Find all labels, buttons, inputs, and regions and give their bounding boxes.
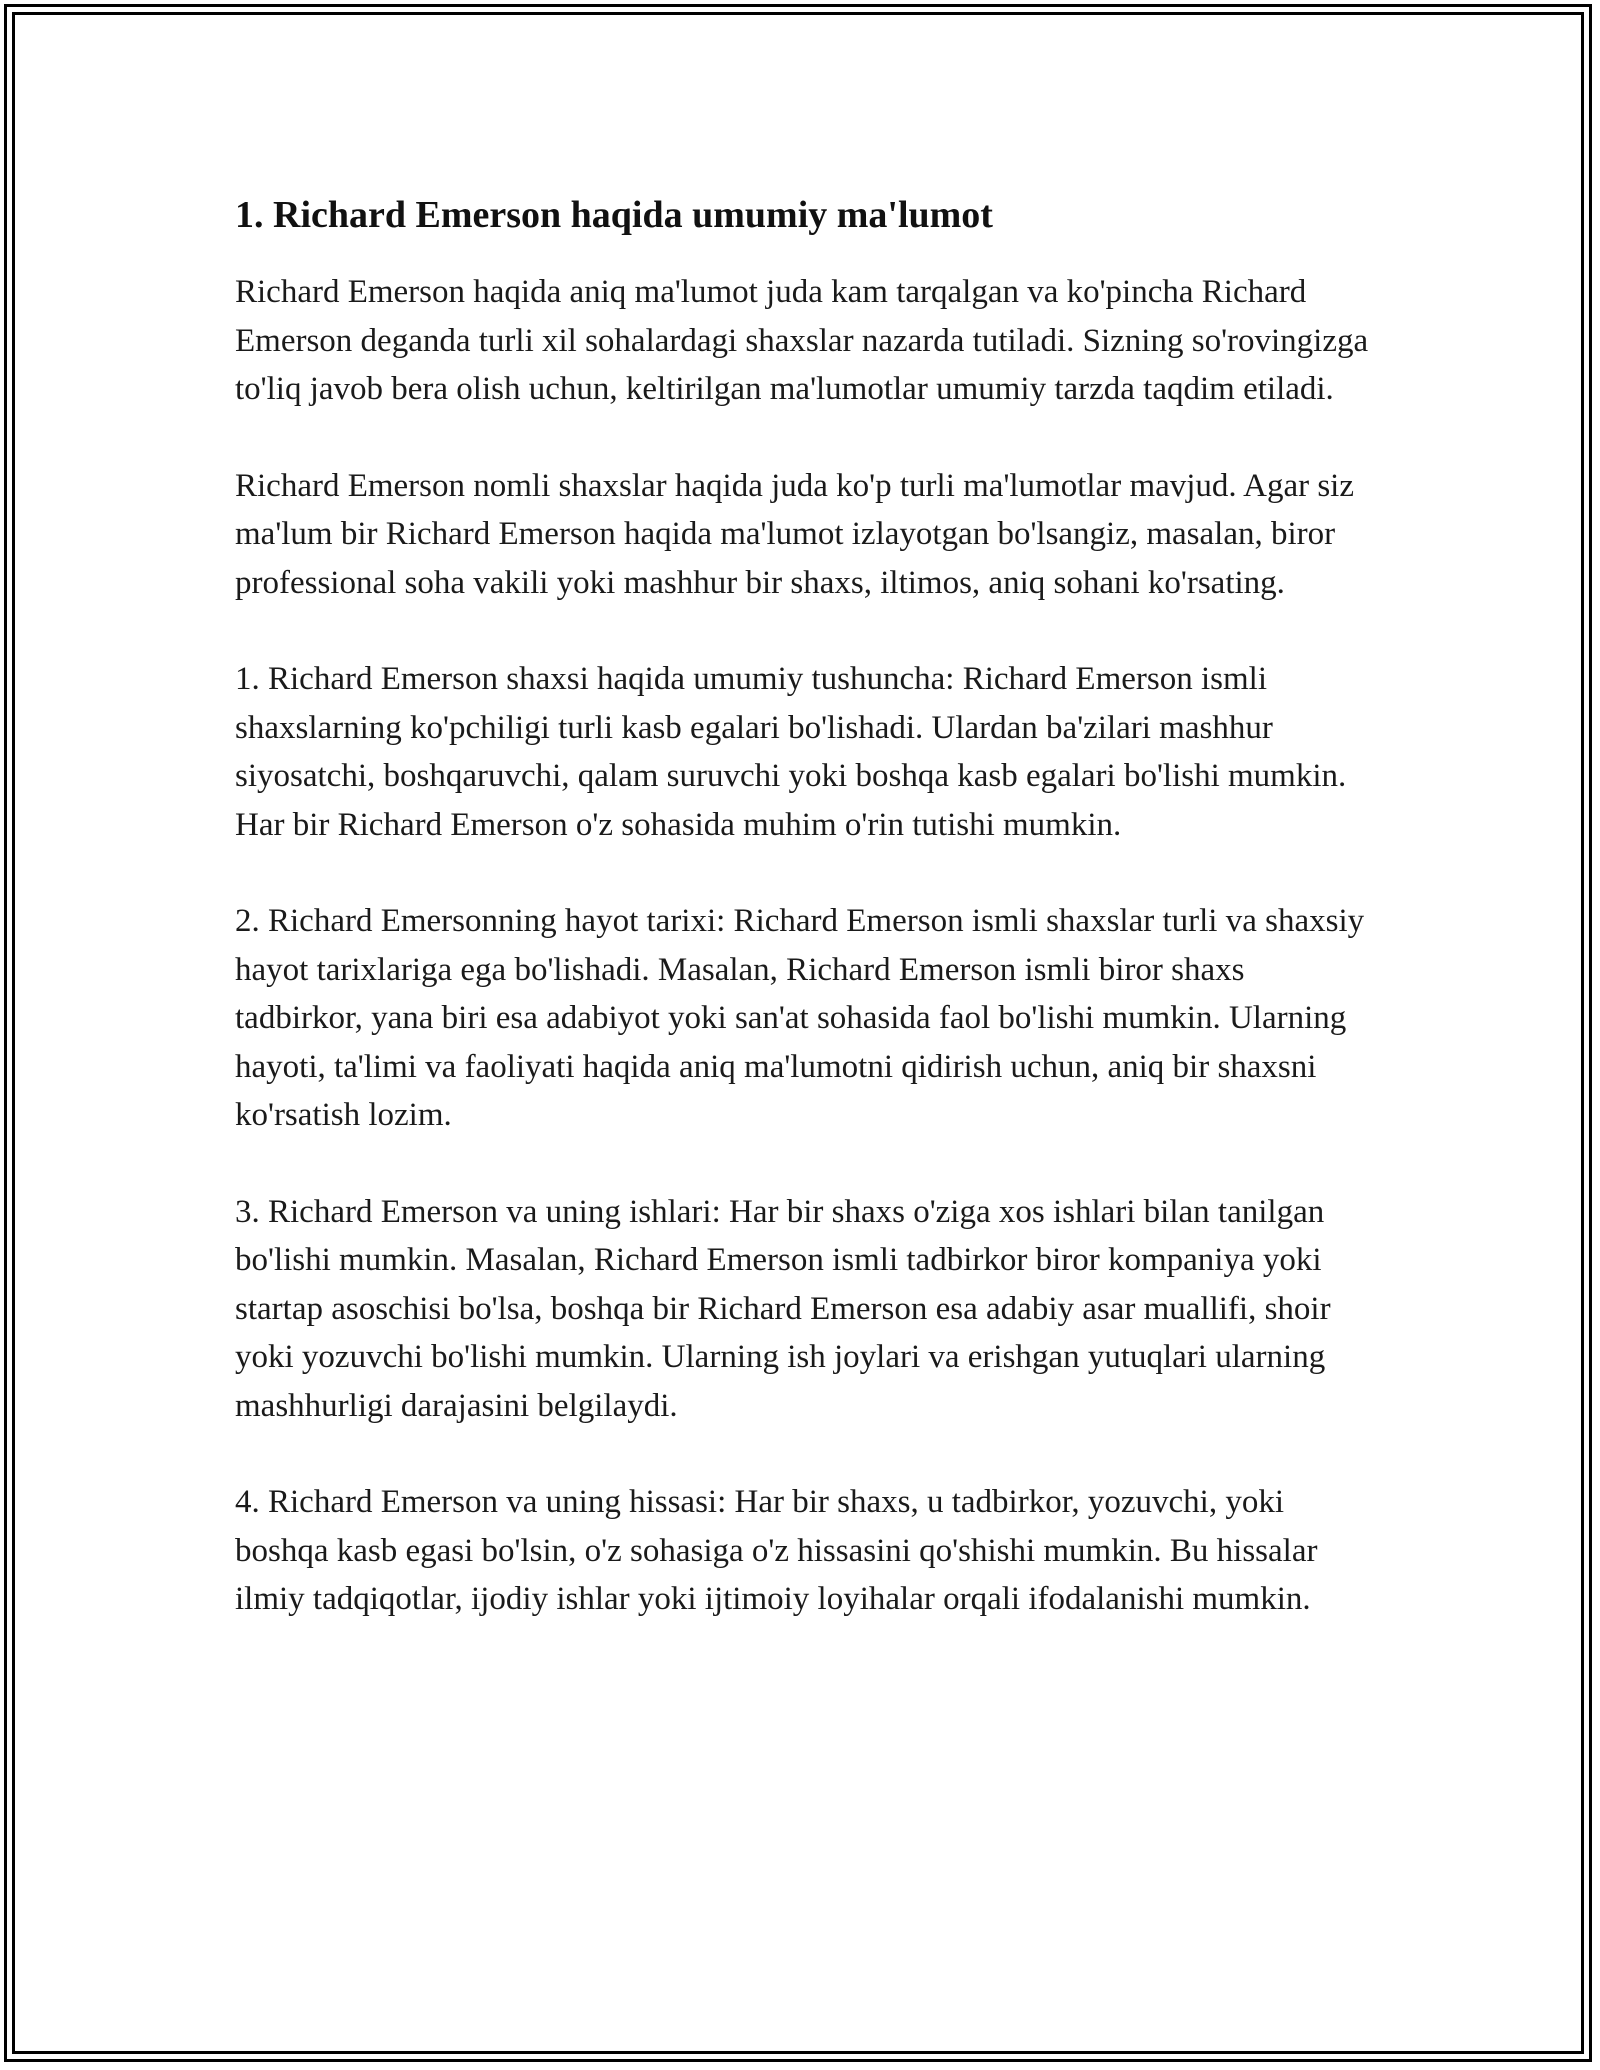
paragraph-point-1: 1. Richard Emerson shaxsi haqida umumiy tushuncha: Richard Emerson ismli shaxslarning ko'pchiligi turli kasb egalari bo'lishadi. Ulardan ba'zilari mashhur siyosatchi, boshqaruvchi, qalam suruvchi yoki boshqa kasb egalari bo'lishi mumkin. Har bir Richard Emerson o'z sohasida muhim o'rin tutishi mumkin.	[235, 661, 1347, 843]
section-heading: 1. Richard Emerson haqida umumiy ma'lumot	[235, 194, 993, 236]
paragraph-point-3: 3. Richard Emerson va uning ishlari: Har bir shaxs o'ziga xos ishlari bilan tanilgan bo'lishi mumkin. Masalan, Richard Emerson ismli tadbirkor biror kompaniya yoki startap asoschisi bo'lsa, boshqa bir Richard Emerson esa adabiy asar muallifi, shoir yoki yozuvchi bo'lishi mumkin. Ularning ish joylari va erishgan yutuqlari ularning mashhurligi darajasini belgilaydi.	[235, 1193, 1331, 1424]
paragraph-point-2: 2. Richard Emersonning hayot tarixi: Richard Emerson ismli shaxslar turli va shaxsiy hayot tarixlariga ega bo'lishadi. Masalan, Richard Emerson ismli biror shaxs tadbirkor, yana biri esa adabiyot yoki san'at sohasida faol bo'lishi mumkin. Ularning hayoti, ta'limi va faoliyati haqida aniq ma'lumotni qidirish uchun, aniq bir shaxsni ko'rsatish lozim.	[235, 903, 1365, 1133]
paragraph-point-4: 4. Richard Emerson va uning hissasi: Har bir shaxs, u tadbirkor, yozuvchi, yoki boshqa kasb egasi bo'lsin, o'z sohasiga o'z hissasini qo'shishi mumkin. Bu hissalar ilmiy tadqiqotlar, ijodiy ishlar yoki ijtimoiy loyihalar orqali ifodalanishi mumkin.	[235, 1484, 1318, 1617]
document-body	[235, 188, 1375, 1672]
paragraph-intro: Richard Emerson haqida aniq ma'lumot juda kam tarqalgan va ko'pincha Richard Emerson deganda turli xil sohalardagi shaxslar nazarda tutiladi. Sizning so'rovingizga to'liq javob bera olish uchun, keltirilgan ma'lumotlar umumiy tarzda taqdim etiladi.	[235, 274, 1369, 407]
paragraph-clarification: Richard Emerson nomli shaxslar haqida juda ko'p turli ma'lumotlar mavjud. Agar siz ma'lum bir Richard Emerson haqida ma'lumot izlayotgan bo'lsangiz, masalan, biror professional soha vakili yoki mashhur bir shaxs, iltimos, aniq sohani ko'rsating.	[235, 467, 1354, 601]
